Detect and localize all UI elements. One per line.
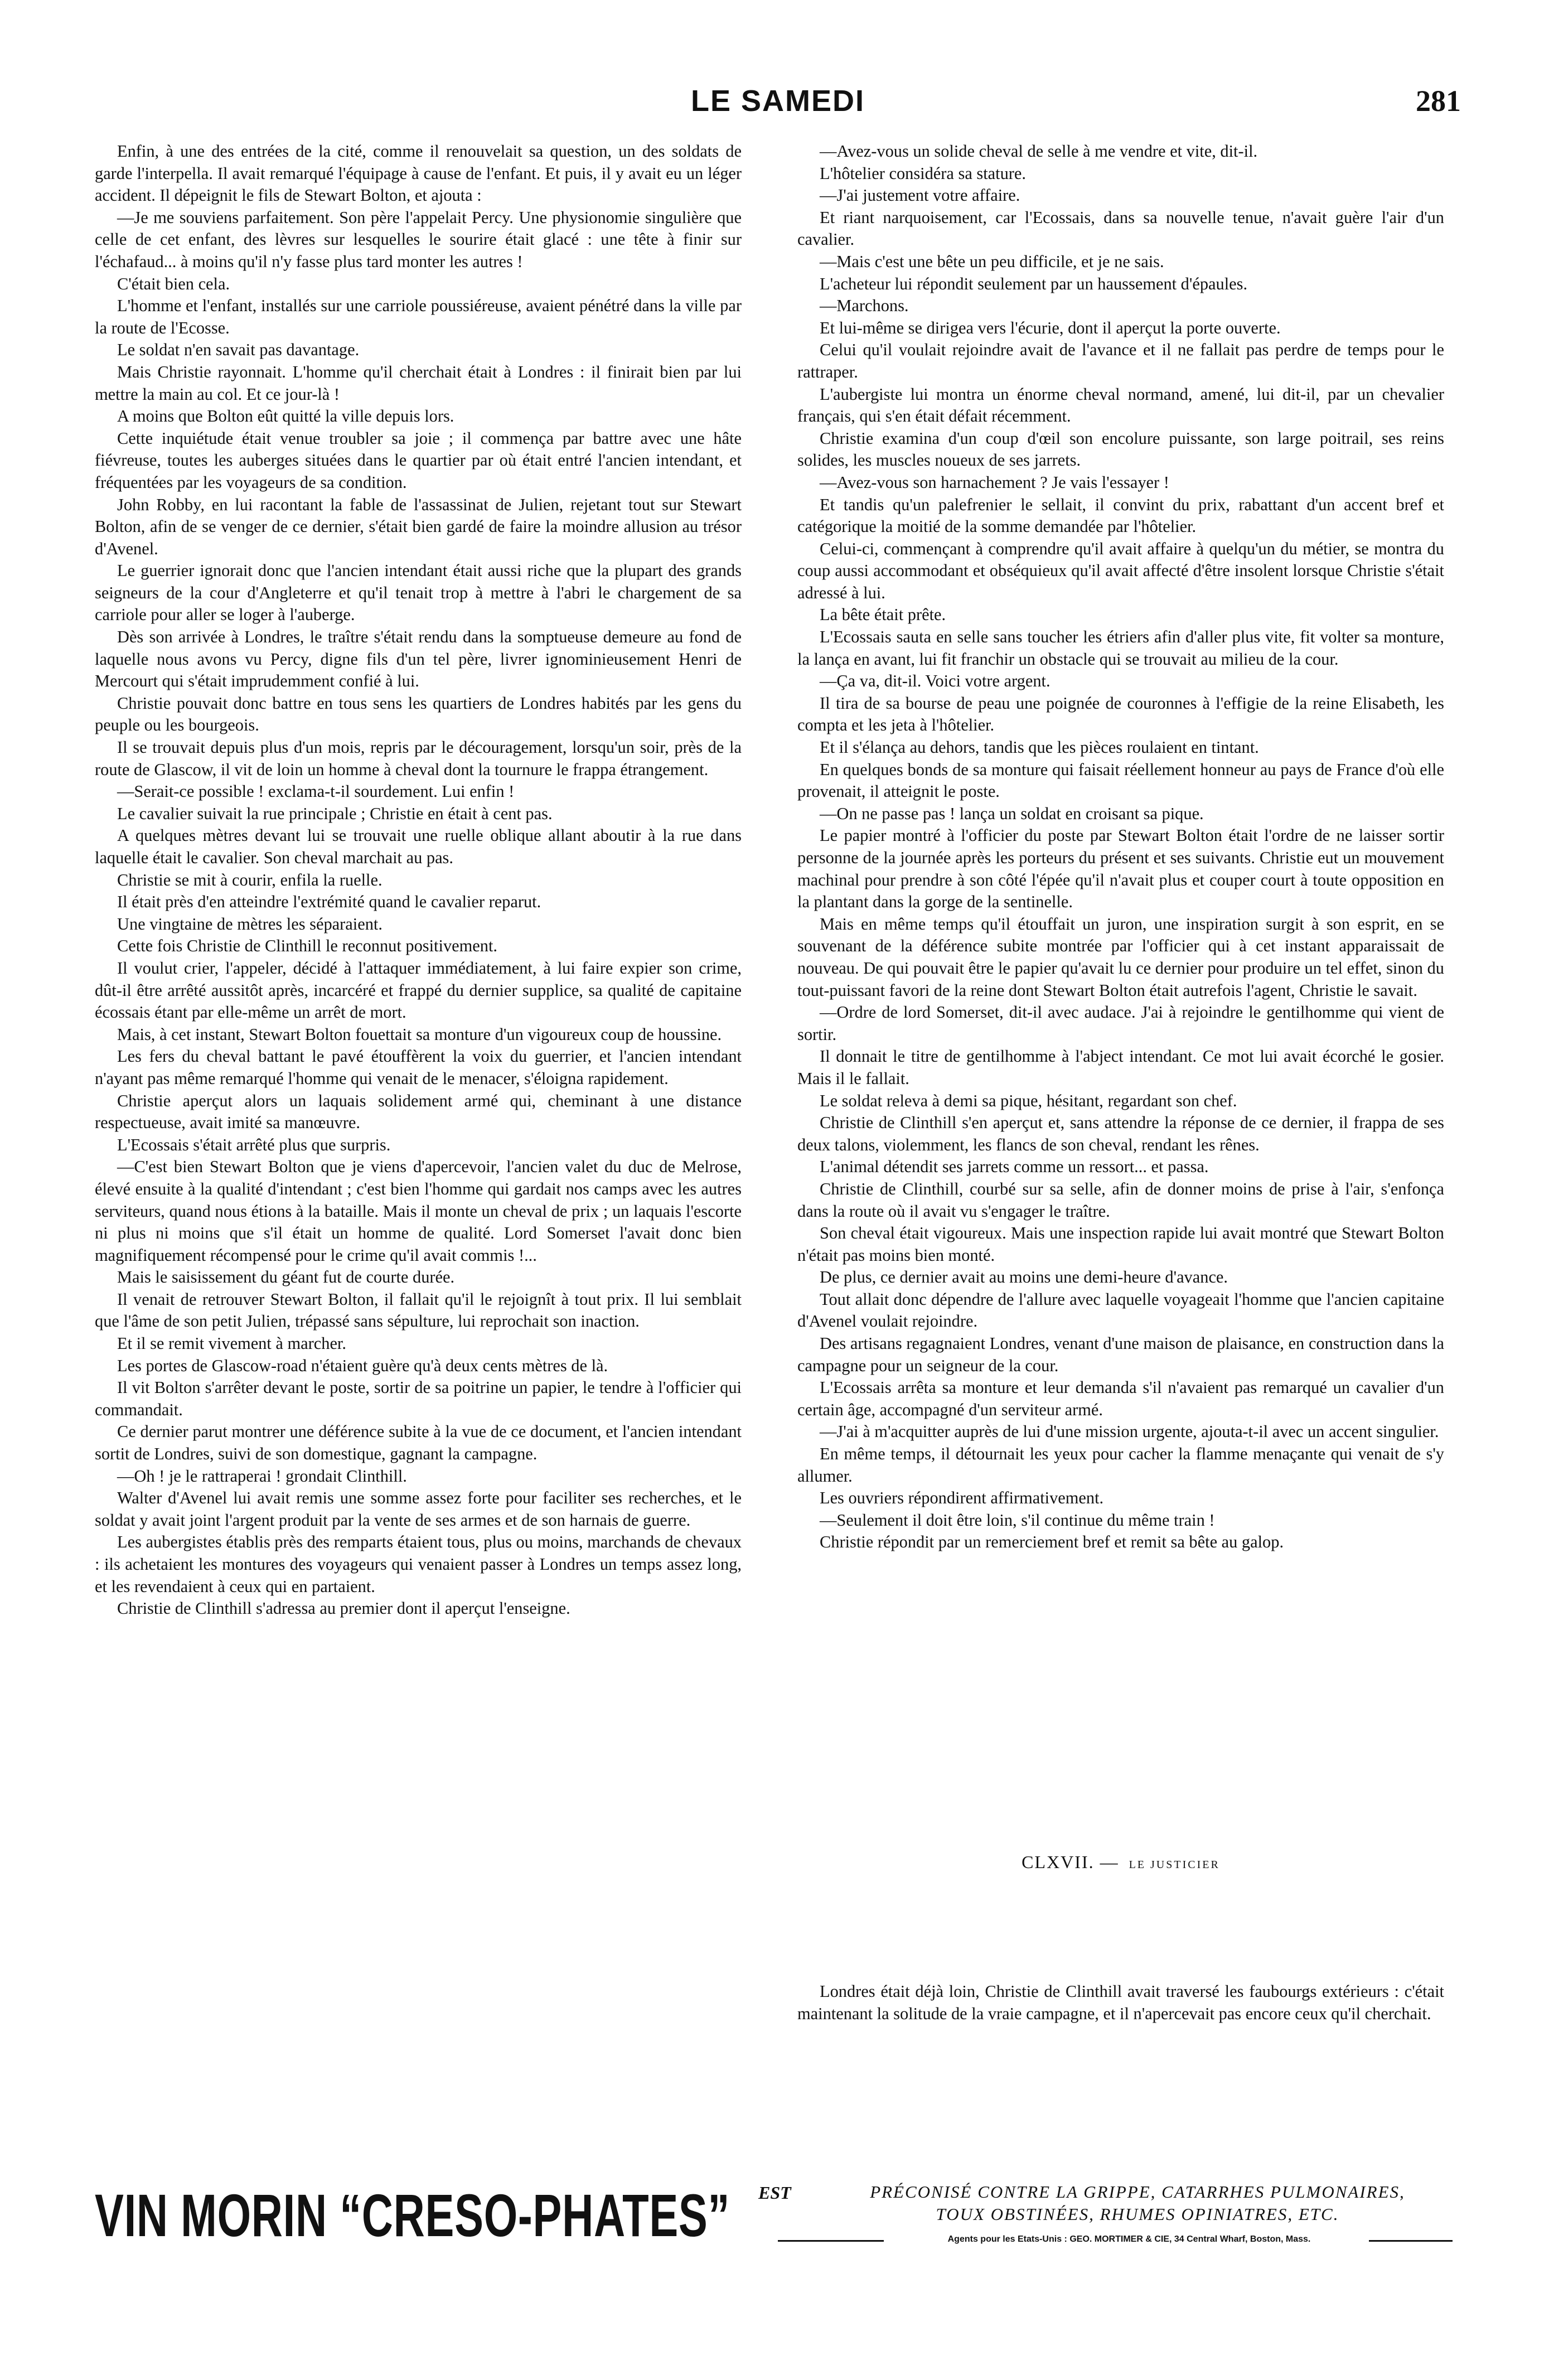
right-paragraph: L'acheteur lui répondit seulement par un haussement d'épaules. [820,274,1248,293]
right-column [797,141,1444,2198]
right-paragraph: L'aubergiste lui montra un énorme cheval normand, amené, lui dit-il, par un chevalier français, qui s'en était défait récemment. [797,384,1444,426]
right-paragraph: Et riant narquoisement, car l'Ecossais, dans sa nouvelle tenue, n'avait guère l'air d'un cavalier. [797,207,1444,249]
left-paragraph: C'était bien cela. [117,274,230,293]
left-paragraph: Dès son arrivée à Londres, le traître s'était rendu dans la somptueuse demeure au fond de laquelle nous avons vu Percy, digne fils d'un tel père, livrer ignominieusement Henri de Mercourt qui s'était imprudemment confié à lui. [95,627,742,691]
left-paragraph: Christie aperçut alors un laquais solidement armé qui, cheminant à une distance respectueuse, avait imité sa manœuvre. [95,1091,742,1133]
right-paragraph: —J'ai à m'acquitter auprès de lui d'une mission urgente, ajouta-t-il avec un accent singulier. [820,1422,1439,1441]
newspaper-title: LE SAMEDI [690,84,865,118]
right-paragraph: Christie de Clinthill, courbé sur sa selle, afin de donner moins de prise à l'air, s'enfonça dans la route où il avait vu s'engager le traître. [797,1179,1444,1221]
chapter-paragraph: Londres était déjà loin, Christie de Clinthill avait traversé les faubourgs extérieurs : c'était maintenant la solitude de la vraie campagne, et il n'apercevait pas encore ceux qu'il cherchait. [797,1982,1444,2023]
right-paragraph: Il donnait le titre de gentilhomme à l'abject intendant. Ce mot lui avait écorché le gosier. Mais il le fallait. [797,1047,1444,1088]
right-paragraph: Et il s'élança au dehors, tandis que les pièces roulaient en tintant. [820,738,1259,757]
right-paragraph: La bête était prête. [820,605,946,625]
ad-brand: VIN MORIN “CRESO-PHATES” [95,2181,730,2249]
ad-claim-line-2: TOUX OBSTINÉES, RHUMES OPINIATRES, ETC. [936,2204,1339,2224]
left-paragraph: Il vit Bolton s'arrêter devant le poste, sortir de sa poitrine un papier, le tendre à l'officier qui commandait. [95,1378,742,1419]
right-paragraph: —Avez-vous un solide cheval de selle à me vendre et vite, dit-il. [820,142,1258,161]
right-paragraph: Le papier montré à l'officier du poste par Stewart Bolton était l'ordre de ne laisser sortir personne de la journée après les porteurs du présent et ses suivants. Christie eut un mouvement machinal pour prendre à son côté l'épée qu'il n'avait plus et couper court à toute opposition en la plantant dans la gorge de la sentinelle. [797,826,1444,912]
right-paragraph: —J'ai justement votre affaire. [820,186,1020,205]
left-paragraph: Il venait de retrouver Stewart Bolton, il fallait qu'il le rejoignît à tout prix. Il lui semblait que l'âme de son petit Julien, trépassé sans sépulture, lui reprochait son inaction. [95,1289,742,1331]
left-paragraph: Une vingtaine de mètres les séparaient. [117,914,383,933]
right-paragraph: De plus, ce dernier avait au moins une demi-heure d'avance. [820,1268,1228,1287]
left-paragraph: Mais le saisissement du géant fut de courte durée. [117,1268,455,1287]
left-column [95,141,742,1620]
right-paragraph: Il tira de sa bourse de peau une poignée de couronnes à l'effigie de la reine Elisabeth, les compta et les jeta à l'hôtelier. [797,693,1444,735]
right-paragraph: L'hôtelier considéra sa stature. [820,163,1027,183]
left-paragraph: Christie de Clinthill s'adressa au premier dont il aperçut l'enseigne. [117,1599,570,1618]
page-number: 281 [1416,84,1461,118]
right-paragraph: Le soldat releva à demi sa pique, hésitant, regardant son chef. [820,1091,1237,1110]
right-paragraph: Des artisans regagnaient Londres, venant d'une maison de plaisance, en construction dans la campagne pour un seigneur de la cour. [797,1334,1444,1375]
right-paragraph: Christie répondit par un remerciement bref et remit sa bête au galop. [820,1532,1284,1552]
right-paragraph: L'animal détendit ses jarrets comme un ressort... et passa. [820,1157,1209,1177]
chapter-body [797,1981,1444,2025]
right-paragraph: Les ouvriers répondirent affirmativement. [820,1488,1104,1508]
left-paragraph: Les aubergistes établis près des remparts étaient tous, plus ou moins, marchands de chevaux : ils achetaient les montures des voyageurs qui venaient passer à Londres un temps assez long, et les revendaient à ceux qui en partaient. [95,1532,742,1596]
left-paragraph: Ce dernier parut montrer une déférence subite à la vue de ce document, et l'ancien intendant sortit de Londres, suivi de son domestique, gagnant la campagne. [95,1422,742,1464]
ad-rule-right [1369,2240,1453,2242]
left-paragraph: Et il se remit vivement à marcher. [117,1334,346,1353]
right-paragraph: —Marchons. [820,296,909,316]
left-paragraph: Il se trouvait depuis plus d'un mois, repris par le découragement, lorsqu'un soir, près de la route de Glascow, il vit de loin un homme à cheval dont la tournure le frappa étrangement. [95,738,742,779]
left-paragraph: Christie se mit à courir, enfila la ruelle. [117,870,383,889]
left-paragraph: —Je me souviens parfaitement. Son père l'appelait Percy. Une physionomie singulière que celle de cet enfant, des lèvres sur lesquelles le sourire était glacé : une tête à finir sur l'échafaud... à moins qu'il n'y fasse plus tard monter les autres ! [95,207,742,271]
right-paragraph: L'Ecossais arrêta sa monture et leur demanda s'il n'avaient pas remarqué un cavalier d'un certain âge, accompagné d'un serviteur armé. [797,1378,1444,1419]
left-paragraph: —Oh ! je le rattraperai ! grondait Clinthill. [117,1466,407,1486]
right-paragraph: Christie examina d'un coup d'œil son encolure puissante, son large poitrail, ses reins solides, les muscles noueux de ses jarrets. [797,428,1444,470]
right-paragraph: —On ne passe pas ! lança un soldat en croisant sa pique. [820,804,1204,823]
right-paragraph: Et tandis qu'un palefrenier le sellait, il convint du prix, rabattant d'un accent bref et catégorique la moitié de la somme demandée par l'hôtelier. [797,495,1444,536]
left-paragraph: Le soldat n'en savait pas davantage. [117,340,360,360]
right-paragraph: En même temps, il détournait les yeux pour cacher la flamme menaçante qui venait de s'y allumer. [797,1444,1444,1486]
left-paragraph: Le cavalier suivait la rue principale ; Christie en était à cent pas. [117,804,553,823]
left-paragraph: —C'est bien Stewart Bolton que je viens d'apercevoir, l'ancien valet du duc de Melrose, élevé ensuite à la qualité d'intendant ; c'est bien l'homme qui gardait nos camps avec les autres serviteurs, quand nous étions à la bataille. Mais il monte un cheval de prix ; un laquais l'escorte ni plus ni moins que s'il était un homme de qualité. Lord Somerset l'avait donc bien magnifiquement récompensé pour le crime qu'il avait commis !... [95,1157,742,1265]
left-paragraph: Walter d'Avenel lui avait remis une somme assez forte pour faciliter ses recherches, et le soldat y avait joint l'argent produit par la vente de ses armes et de son harnais de guerre. [95,1488,742,1530]
right-paragraph: Celui-ci, commençant à comprendre qu'il avait affaire à quelqu'un du métier, se montra du coup aussi accommodant et obséquieux qu'il avait affecté d'être insolent lorsque Christie s'était adressé à lui. [797,539,1444,602]
ad-claim-line-1: PRÉCONISÉ CONTRE LA GRIPPE, CATARRHES PULMONAIRES, [870,2182,1405,2202]
right-paragraph: —Seulement il doit être loin, s'il continue du même train ! [820,1510,1215,1530]
right-paragraph: —Avez-vous son harnachement ? Je vais l'essayer ! [820,472,1169,492]
right-paragraph: En quelques bonds de sa monture qui faisait réellement honneur au pays de France d'où elle provenait, il atteignit le poste. [797,760,1444,801]
ad-agents: Agents pour les Etats-Unis : GEO. MORTIMER & CIE, 34 Central Wharf, Boston, Mass. [947,2234,1311,2244]
left-paragraph: L'Ecossais s'était arrêté plus que surpris. [117,1135,391,1154]
left-paragraph: Cette inquiétude était venue troubler sa joie ; il commença par battre avec une hâte fiévreuse, toutes les auberges situées dans le quartier par où était entré l'ancien intendant, et fréquentées par les voyageurs de sa condition. [95,428,742,492]
left-paragraph: Enfin, à une des entrées de la cité, comme il renouvelait sa question, un des soldats de garde l'interpella. Il avait remarqué l'équipage à cause de l'enfant. Et puis, il y avait eu un léger accident. Il dépeignit le fils de Stewart Bolton, et ajouta : [95,142,742,205]
left-paragraph: Il voulut crier, l'appeler, décidé à l'attaquer immédiatement, à lui faire expier son crime, dût-il être arrêté aussitôt après, incarcéré et frappé du dernier supplice, sa qualité de capitaine écossais étant par elle-même un arrêt de mort. [95,958,742,1022]
left-paragraph: Cette fois Christie de Clinthill le reconnut positivement. [117,936,497,956]
right-paragraph: —Ça va, dit-il. Voici votre argent. [820,671,1051,691]
left-paragraph: A moins que Bolton eût quitté la ville depuis lors. [117,407,454,426]
right-paragraph: Celui qu'il voulait rejoindre avait de l'avance et il ne fallait pas perdre de temps pour le rattraper. [797,340,1444,381]
ad-rule-left [778,2240,884,2242]
left-paragraph: Mais, à cet instant, Stewart Bolton fouettait sa monture d'un vigoureux coup de houssine. [117,1024,722,1044]
right-paragraph: Son cheval était vigoureux. Mais une inspection rapide lui avait montré que Stewart Bolton n'était pas moins bien monté. [797,1223,1444,1265]
left-paragraph: Il était près d'en atteindre l'extrémité quand le cavalier reparut. [117,892,541,912]
page-header [95,84,1461,137]
right-paragraph: Mais en même temps qu'il étouffait un juron, une inspiration surgit à son esprit, en se souvenant de la déférence subite montrée par l'officier qui à cet instant apparaissait de nouveau. De qui pouvait être le papier qu'avait lu ce dernier pour produire un tel effet, sinon du tout-puissant favori de la reine dont Stewart Bolton était autrefois l'agent, Christie le savait. [797,914,1444,1000]
left-paragraph: Mais Christie rayonnait. L'homme qu'il cherchait était à Londres : il finirait bien par lui mettre la main au col. Et ce jour-là ! [95,362,742,404]
right-paragraph: Tout allait donc dépendre de l'allure avec laquelle voyageait l'homme que l'ancien capitaine d'Avenel voulait rejoindre. [797,1289,1444,1331]
chapter-heading [797,1851,1444,1876]
left-paragraph: L'homme et l'enfant, installés sur une carriole poussiéreuse, avaient pénétré dans la ville par la route de l'Ecosse. [95,296,742,337]
right-paragraph: L'Ecossais sauta en selle sans toucher les étriers afin d'aller plus vite, fit volter sa monture, la lança en avant, lui fit franchir un obstacle qui se trouvait au milieu de la cour. [797,627,1444,669]
left-paragraph: Les portes de Glascow-road n'étaient guère qu'à deux cents mètres de là. [117,1356,608,1375]
left-paragraph: Les fers du cheval battant le pavé étouffèrent la voix du guerrier, et l'ancien intendant n'ayant pas même remarqué l'homme qui venait de le menacer, s'éloigna rapidement. [95,1047,742,1088]
chapter-number: CLXVII. — [1022,1852,1119,1872]
right-paragraph: Christie de Clinthill s'en aperçut et, sans attendre la réponse de ce dernier, il frappa de ses deux talons, violemment, les flancs de son cheval, rendant les rênes. [797,1113,1444,1154]
right-paragraph: —Mais c'est une bête un peu difficile, et je ne sais. [820,251,1164,271]
ad-est: EST [758,2183,791,2203]
right-column-text [797,141,1444,1554]
right-paragraph: —Ordre de lord Somerset, dit-il avec audace. J'ai à rejoindre le gentilhomme qui vient de sortir. [797,1003,1444,1044]
left-paragraph: John Robby, en lui racontant la fable de l'assassinat de Julien, rejetant tout sur Stewart Bolton, afin de se venger de ce dernier, s'était bien gardé de faire la moindre allusion au trésor d'Avenel. [95,495,742,558]
chapter-title: LE JUSTICIER [1129,1859,1220,1871]
advertisement [95,2178,1461,2261]
left-paragraph: —Serait-ce possible ! exclama-t-il sourdement. Lui enfin ! [117,782,515,801]
left-paragraph: Le guerrier ignorait donc que l'ancien intendant était aussi riche que la plupart des grands seigneurs de la cour d'Angleterre et qu'il tenait trop à mettre à l'abri le chargement de sa carriole pour aller se loger à l'auberge. [95,561,742,625]
right-paragraph: Et lui-même se dirigea vers l'écurie, dont il aperçut la porte ouverte. [820,318,1281,337]
left-paragraph: A quelques mètres devant lui se trouvait une ruelle oblique allant aboutir à la rue dans laquelle était le cavalier. Son cheval marchait au pas. [95,826,742,867]
left-paragraph: Christie pouvait donc battre en tous sens les quartiers de Londres habités par les gens du peuple ou les bourgeois. [95,693,742,735]
